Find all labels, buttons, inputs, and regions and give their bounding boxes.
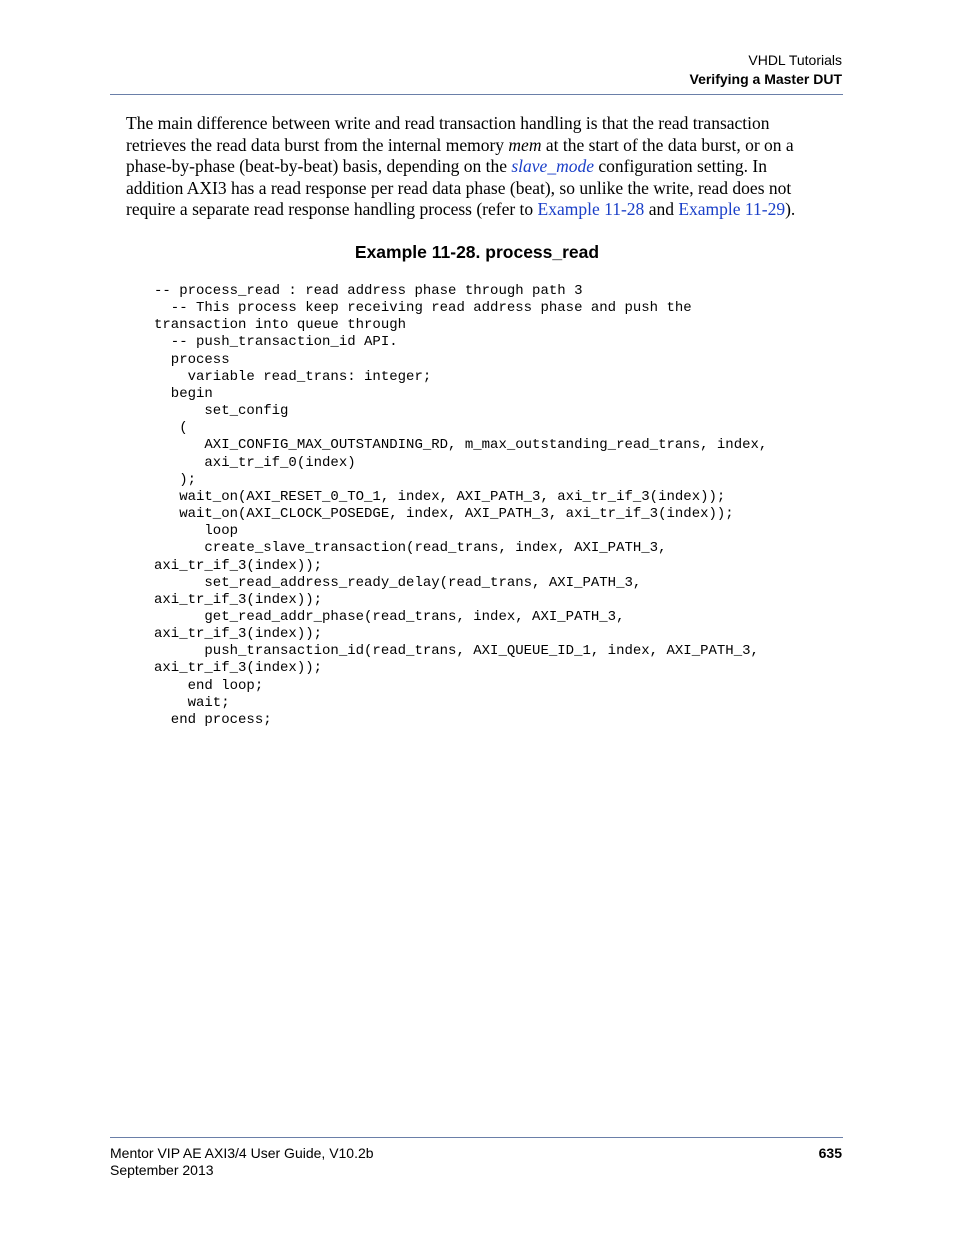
body-line: retrieves the read data burst from the internal memory mem at the start of the data burst, or on a [126, 134, 794, 155]
code-line: axi_tr_if_3(index)); [154, 660, 323, 677]
code-line: wait_on(AXI_RESET_0_TO_1, index, AXI_PATH_3, axi_tr_if_3(index)); [154, 488, 726, 505]
body-line: require a separate read response handling process (refer to Example 11-28 and Example 11-29). [126, 199, 796, 220]
code-line: push_transaction_id(read_trans, AXI_QUEUE_ID_1, index, AXI_PATH_3, [154, 643, 759, 660]
slave-mode-link[interactable]: slave_mode [511, 156, 594, 177]
body-line: The main difference between write and read transaction handling is that the read transaction [126, 113, 770, 133]
footer-doc-title: Mentor VIP AE AXI3/4 User Guide, V10.2b [110, 1145, 374, 1161]
body-line: phase-by-phase (beat-by-beat) basis, depending on the slave_mode configuration setting. In [126, 156, 768, 177]
header-subsection: Verifying a Master DUT [689, 71, 842, 87]
code-line: axi_tr_if_3(index)); [154, 591, 323, 608]
example-11-28-link[interactable]: Example 11-28 [537, 199, 645, 220]
code-line: AXI_CONFIG_MAX_OUTSTANDING_RD, m_max_outstanding_read_trans, index, [154, 437, 768, 454]
code-line: ); [154, 471, 197, 488]
code-line: begin [154, 385, 213, 402]
code-line: variable read_trans: integer; [154, 368, 432, 385]
body-line: addition AXI3 has a read response per read data phase (beat), so unlike the write, read does not [126, 177, 792, 198]
example-11-29-link[interactable]: Example 11-29 [678, 199, 786, 220]
code-line: end loop; [154, 677, 264, 694]
code-line: wait; [154, 694, 230, 711]
example-title: Example 11-28. process_read [354, 242, 600, 262]
mem-emphasis: mem [508, 134, 542, 155]
code-line: -- push_transaction_id API. [154, 334, 398, 351]
header-rule [110, 94, 843, 95]
page-number: 635 [818, 1145, 842, 1161]
code-line: axi_tr_if_3(index)); [154, 626, 323, 643]
footer-rule [110, 1137, 843, 1138]
code-line: axi_tr_if_3(index)); [154, 557, 323, 574]
code-line: loop [154, 523, 239, 540]
header-section: VHDL Tutorials [748, 52, 842, 68]
code-line: ( [154, 420, 188, 437]
footer-date: September 2013 [110, 1162, 214, 1178]
code-line: transaction into queue through [154, 317, 407, 334]
code-line: set_config [154, 403, 289, 420]
body-paragraph [126, 113, 846, 221]
code-line: axi_tr_if_0(index) [154, 454, 356, 471]
code-line: set_read_address_ready_delay(read_trans, AXI_PATH_3, [154, 574, 642, 591]
code-line: get_read_addr_phase(read_trans, index, AXI_PATH_3, [154, 608, 625, 625]
code-line: -- process_read : read address phase through path 3 [154, 283, 583, 299]
code-line: process [154, 351, 230, 368]
code-line: -- This process keep receiving read address phase and push the [154, 300, 692, 317]
code-line: create_slave_transaction(read_trans, index, AXI_PATH_3, [154, 540, 667, 557]
code-line: wait_on(AXI_CLOCK_POSEDGE, index, AXI_PATH_3, axi_tr_if_3(index)); [154, 506, 734, 523]
code-line: end process; [154, 711, 272, 728]
code-block [154, 283, 767, 729]
